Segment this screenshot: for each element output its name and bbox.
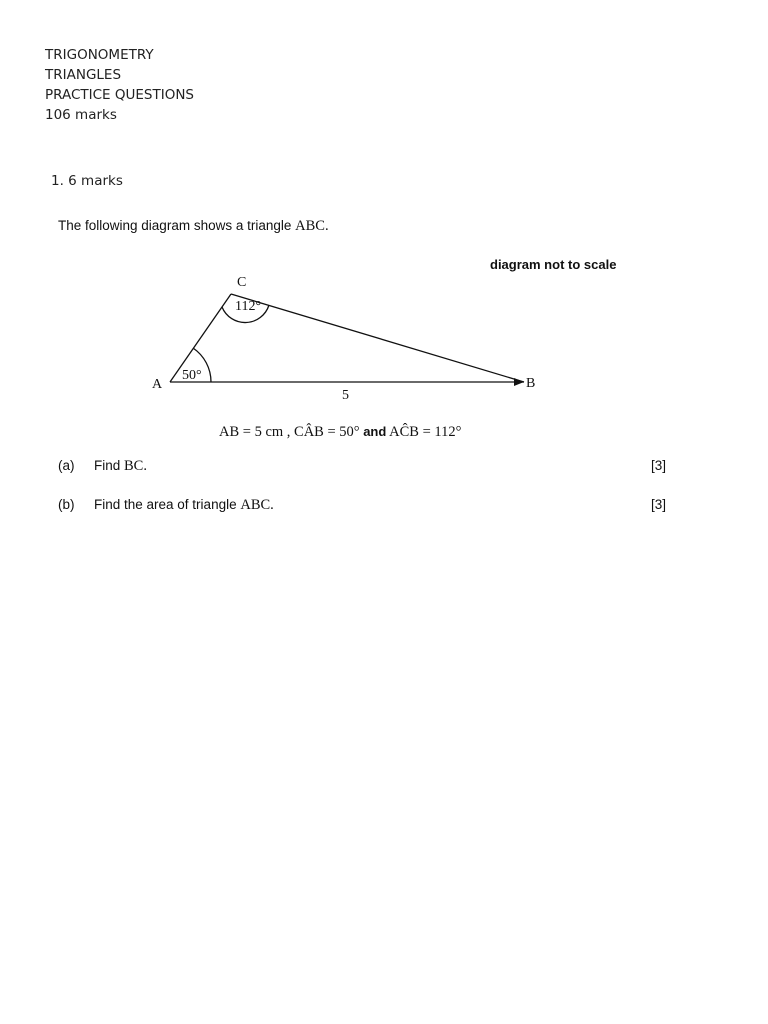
triangle-diagram — [140, 268, 560, 408]
part-b-instruction: Find the area of triangle — [94, 497, 241, 512]
part-a-label: (a) — [58, 458, 75, 473]
intro-triangle-name: ABC — [295, 218, 325, 234]
given-angle-c: AĈB = 112° — [389, 424, 462, 440]
arrowhead-b — [514, 378, 524, 386]
part-b-period: . — [270, 497, 274, 513]
header-total-marks: 106 marks — [45, 107, 117, 123]
given-values — [219, 424, 461, 441]
part-a-marks: [3] — [650, 458, 666, 473]
question-part-a — [58, 458, 668, 478]
vertex-label-b: B — [526, 376, 536, 391]
header-topic: TRIANGLES — [45, 67, 122, 83]
header-type: PRACTICE QUESTIONS — [45, 87, 195, 103]
vertex-label-a: A — [152, 377, 163, 392]
part-a-instruction: Find — [94, 458, 125, 473]
question-part-b — [58, 497, 668, 517]
intro-text: The following diagram shows a triangle — [58, 218, 296, 233]
angle-label-c: 112° — [235, 299, 262, 314]
part-a-text — [94, 458, 147, 475]
vertex-label-c: C — [237, 275, 247, 290]
question-intro — [58, 218, 329, 235]
side-label-ab: 5 — [342, 388, 349, 403]
diagram-not-to-scale-note: diagram not to scale — [490, 257, 617, 272]
part-b-marks: [3] — [650, 497, 666, 512]
part-b-text — [94, 497, 274, 514]
given-ab-and-angle-a: AB = 5 cm , CÂB = 50° — [219, 424, 360, 440]
given-and: and — [363, 424, 387, 439]
part-a-period: . — [143, 458, 147, 474]
document-header — [45, 45, 194, 125]
part-b-label: (b) — [58, 497, 75, 512]
side-cb — [231, 294, 524, 382]
intro-period: . — [324, 218, 329, 234]
part-a-side-name: BC — [124, 458, 144, 474]
question-number: 1. 6 marks — [51, 173, 123, 189]
part-b-triangle-name: ABC — [240, 497, 271, 513]
angle-label-a: 50° — [182, 368, 202, 383]
header-subject: TRIGONOMETRY — [45, 47, 154, 63]
